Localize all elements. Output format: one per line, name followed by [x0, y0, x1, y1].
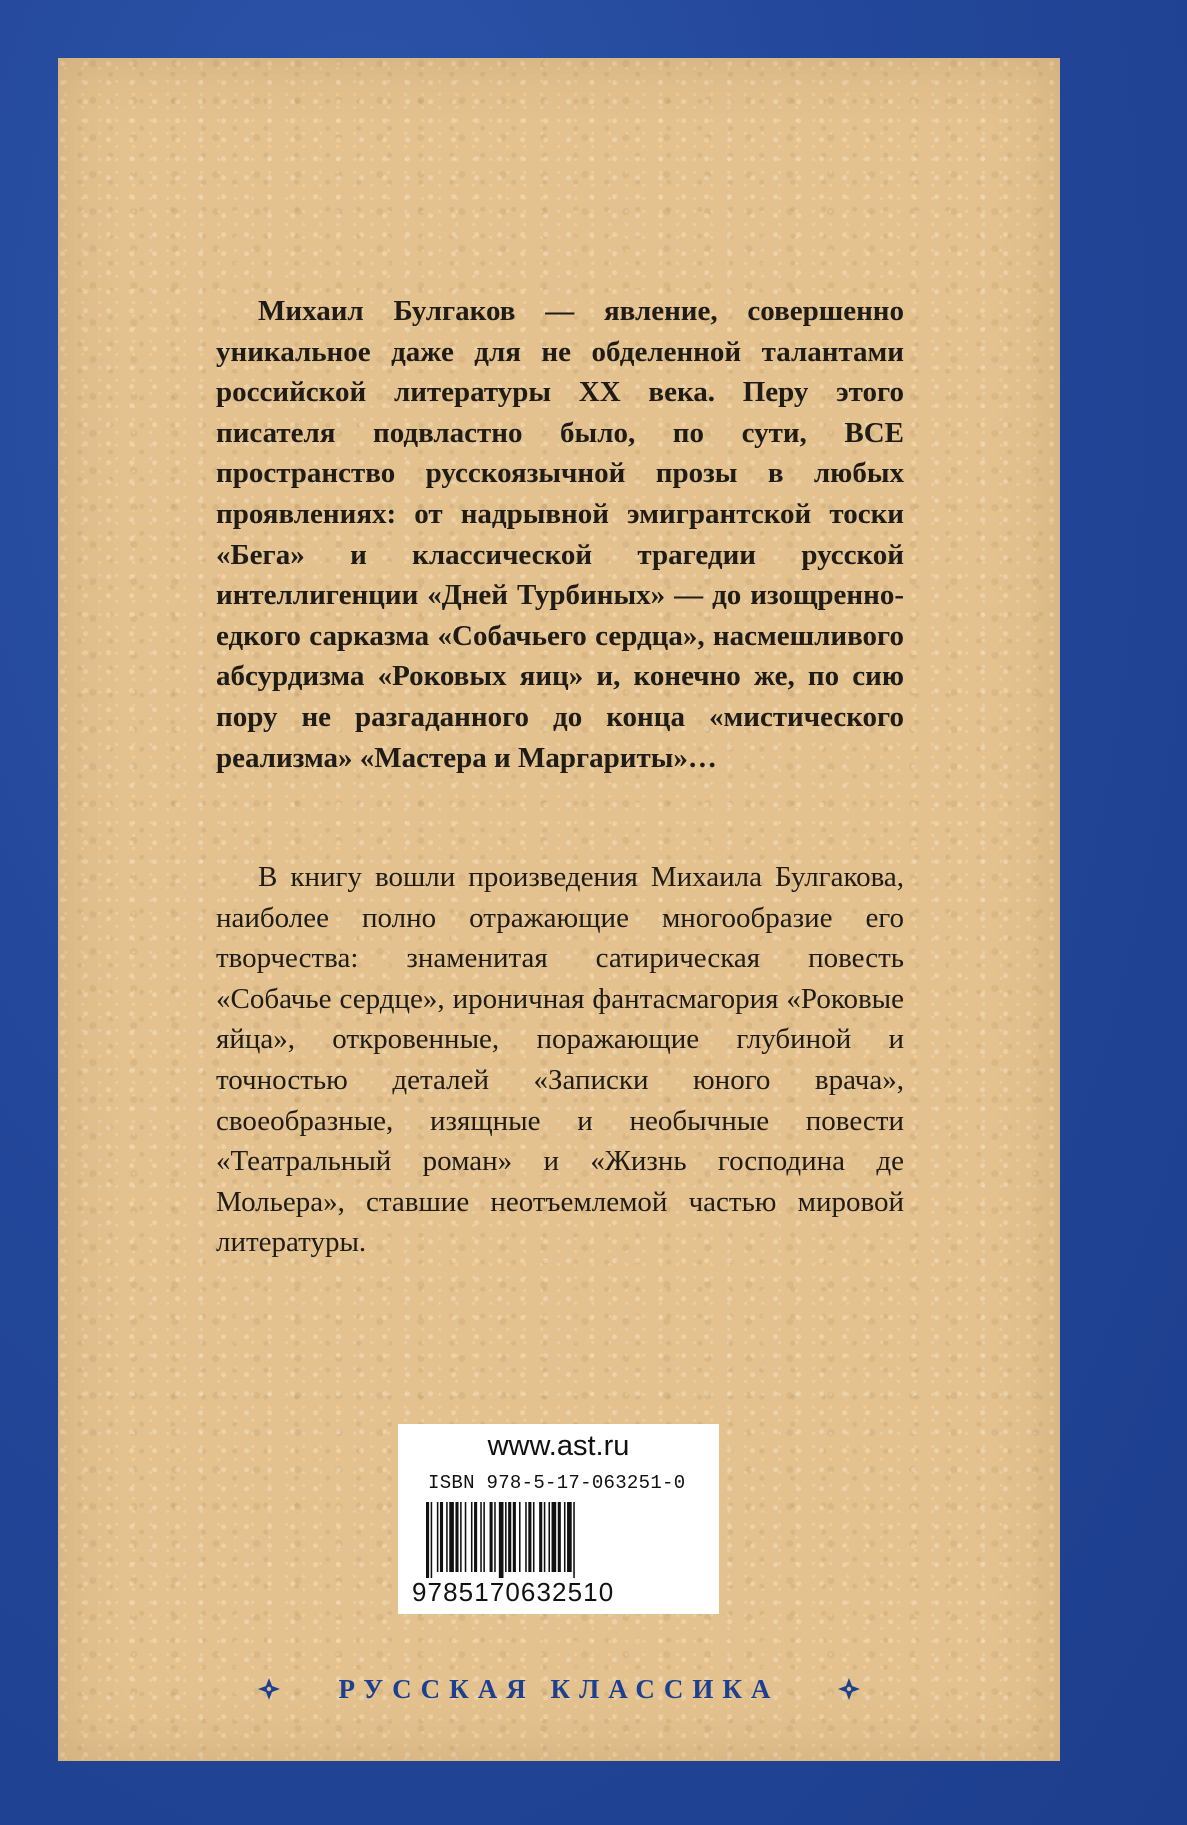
series-banner: [256, 1667, 862, 1711]
isbn-number: ISBN 978-5-17-063251-0: [428, 1472, 686, 1494]
barcode-digits: 9785170632510: [412, 1577, 615, 1607]
annotation-paragraph-bold: Михаил Булгаков — явление, совершенно уникальное даже для не обделенной талантами российской литературы XX века. Перу этого писателя подвластно было, по сути, ВСЕ пространство русскоязычной прозы в любых проявлениях: от надрывной эмигрантской тоски «Бега» и классической трагедии русской интеллигенции «Дней Турбиных» — до изощренно-едкого сарказма «Собачьего сердца», насмешливого абсурдизма «Роковых яиц» и, конечно же, по сию пору не разгаданного до конца «мистического реализма» «Мастера и Маргариты»…: [216, 295, 904, 774]
fleuron-icon: [256, 1676, 282, 1702]
annotation-paragraph-regular: В книгу вошли произведения Михаила Булгакова, наиболее полно отражающие многообразие его творчества: знаменитая сатирическая повесть «Собачье сердце», ироничная фантасмагория «Роковые яйца», откровенные, поражающие глубиной и точностью деталей «Записки юного врача», своеобразные, изящные и необычные повести «Театральный роман» и «Жизнь господина де Мольера», ставшие неотъемлемой частью мировой литературы.: [216, 861, 904, 1259]
series-title: РУССКАЯ КЛАССИКА: [338, 1673, 780, 1704]
fleuron-icon: [836, 1676, 862, 1702]
publisher-url: www.ast.ru: [487, 1430, 630, 1462]
barcode-label: [398, 1424, 719, 1614]
barcode-bars: [426, 1502, 696, 1578]
